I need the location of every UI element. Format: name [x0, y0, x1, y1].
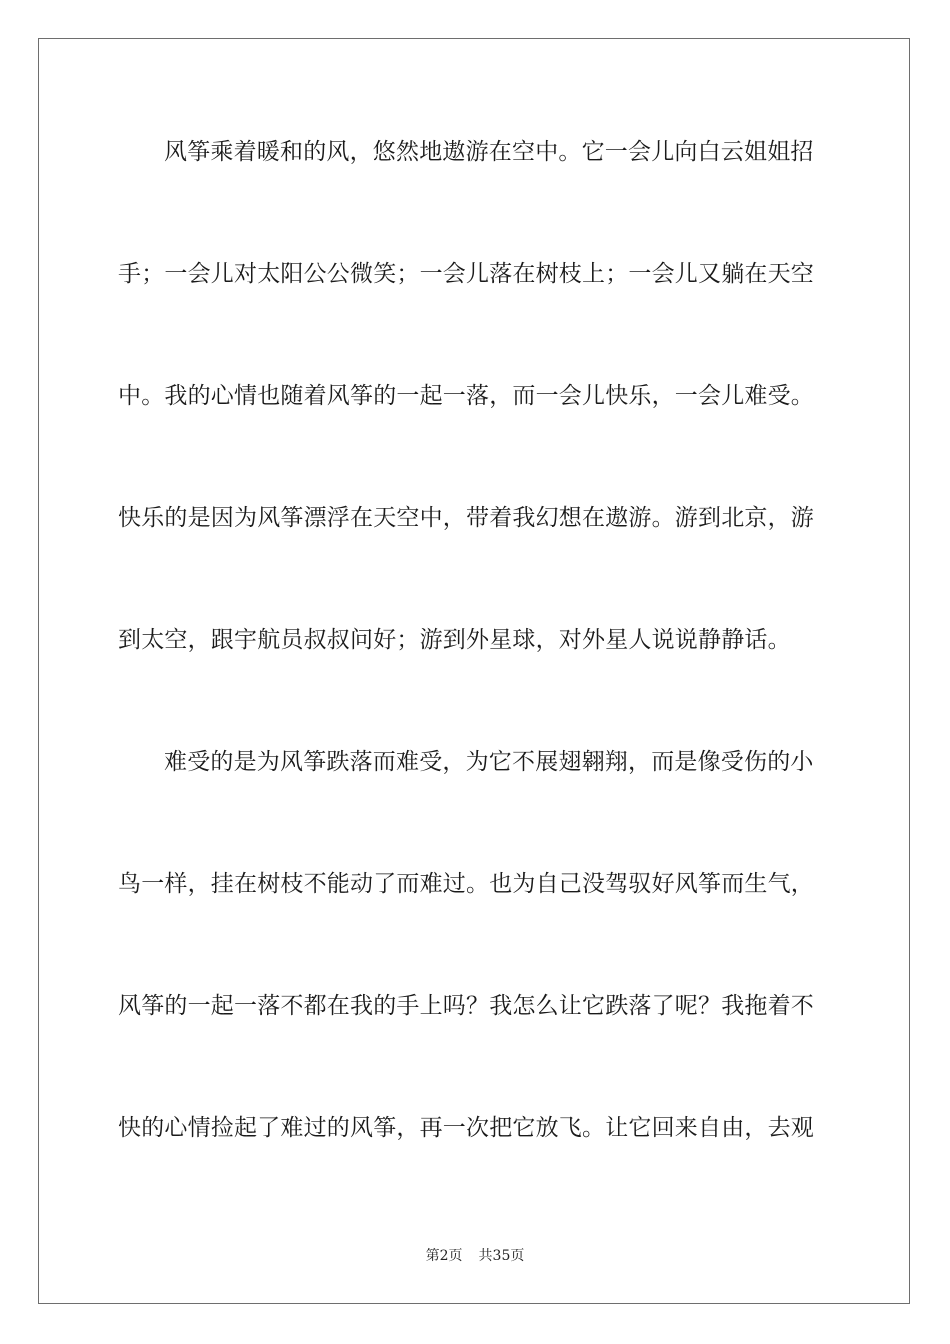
paragraph-1-line-3: 中。我的心情也随着风筝的一起一落，而一会儿快乐，一会儿难受。 [118, 383, 814, 409]
paragraph-1-line-4: 快乐的是因为风筝漂浮在天空中，带着我幻想在遨游。游到北京，游 [118, 505, 814, 531]
paragraph-2-line-3: 风筝的一起一落不都在我的手上吗？我怎么让它跌落了呢？我拖着不 [118, 993, 814, 1019]
paragraph-1-line-2: 手；一会儿对太阳公公微笑；一会儿落在树枝上；一会儿又躺在天空 [118, 261, 814, 287]
paragraph-1-line-1: 风筝乘着暖和的风，悠然地遨游在空中。它一会儿向白云姐姐招 [164, 139, 814, 165]
paragraph-2-line-4: 快的心情捡起了难过的风筝，再一次把它放飞。让它回来自由，去观 [118, 1115, 814, 1141]
paragraph-1-line-5: 到太空，跟宇航员叔叔问好；游到外星球，对外星人说说静静话。 [118, 627, 791, 653]
paragraph-2-line-1: 难受的是为风筝跌落而难受，为它不展翅翱翔，而是像受伤的小 [164, 749, 814, 775]
paragraph-2-line-2: 鸟一样，挂在树枝不能动了而难过。也为自己没驾驭好风筝而生气， [118, 871, 814, 897]
page-footer [0, 1247, 950, 1265]
total-pages: 共35页 [478, 1248, 525, 1264]
page-number: 第2页 [425, 1248, 463, 1264]
